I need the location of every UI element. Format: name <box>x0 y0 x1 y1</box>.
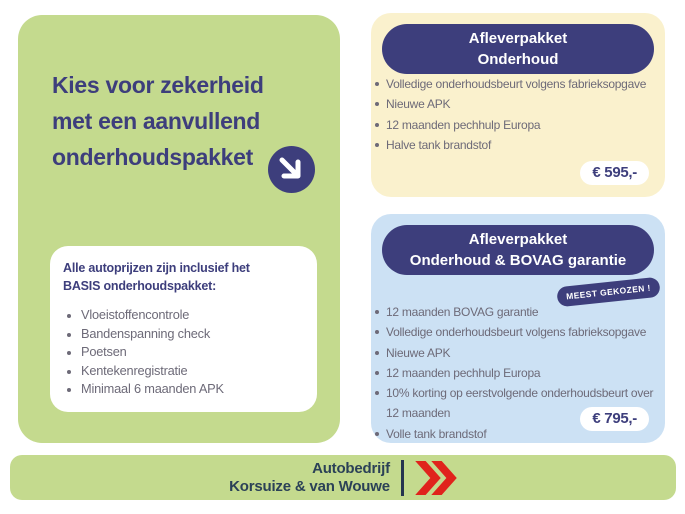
list-item: Halve tank brandstof <box>371 135 665 155</box>
double-chevron-icon <box>415 461 457 495</box>
list-item: Bandenspanning check <box>63 325 304 344</box>
list-item: Nieuwe APK <box>371 343 665 363</box>
package-card-onderhoud-bovag <box>371 214 665 443</box>
basis-heading-line: BASIS onderhoudspakket: <box>63 278 217 293</box>
list-item: 10% korting op eerstvolgende onderhoudsbeurt over 12 maanden <box>371 383 665 424</box>
package-title-pill <box>382 24 654 74</box>
list-item: Volledige onderhoudsbeurt volgens fabrieksopgave <box>371 322 665 342</box>
list-item: Volle tank brandstof <box>371 424 665 444</box>
footer-bar <box>10 455 676 500</box>
list-item: Volledige onderhoudsbeurt volgens fabrieksopgave <box>371 74 665 94</box>
list-item: Minimaal 6 maanden APK <box>63 380 304 399</box>
arrow-down-right-icon <box>268 146 315 193</box>
list-item: Poetsen <box>63 343 304 362</box>
package-title-line: Afleverpakket <box>468 231 568 248</box>
intro-title <box>52 67 264 175</box>
list-item: 12 maanden pechhulp Europa <box>371 363 665 383</box>
company-name-line: Autobedrijf <box>312 460 390 477</box>
divider <box>401 460 404 496</box>
list-item: Kentekenregistratie <box>63 362 304 381</box>
company-name-line: Korsuize & van Wouwe <box>229 477 390 495</box>
intro-title-line: met een aanvullend <box>52 108 261 134</box>
list-item: 12 maanden BOVAG garantie <box>371 302 665 322</box>
package-item-list <box>371 74 665 155</box>
package-title-line: Afleverpakket <box>468 30 568 47</box>
basis-heading-line: Alle autoprijzen zijn inclusief het <box>63 261 250 275</box>
list-item: Vloeistoffencontrole <box>63 306 304 325</box>
package-title-line: Onderhoud <box>477 51 559 68</box>
package-card-onderhoud <box>371 13 665 197</box>
intro-title-line: Kies voor zekerheid <box>52 72 264 98</box>
list-item: Nieuwe APK <box>371 94 665 114</box>
company-name <box>229 460 390 495</box>
package-title-line: Onderhoud & BOVAG garantie <box>409 252 627 269</box>
package-title-pill <box>382 225 654 275</box>
basis-item-list <box>63 306 304 399</box>
list-item: 12 maanden pechhulp Europa <box>371 115 665 135</box>
price-badge: € 795,- <box>580 407 649 431</box>
price-badge: € 595,- <box>580 161 649 185</box>
basis-heading <box>63 260 304 295</box>
basis-package-card <box>50 246 317 412</box>
intro-panel <box>18 15 340 443</box>
most-chosen-badge: MEEST GEKOZEN ! <box>556 277 660 308</box>
intro-title-line: onderhoudspakket <box>52 144 253 170</box>
